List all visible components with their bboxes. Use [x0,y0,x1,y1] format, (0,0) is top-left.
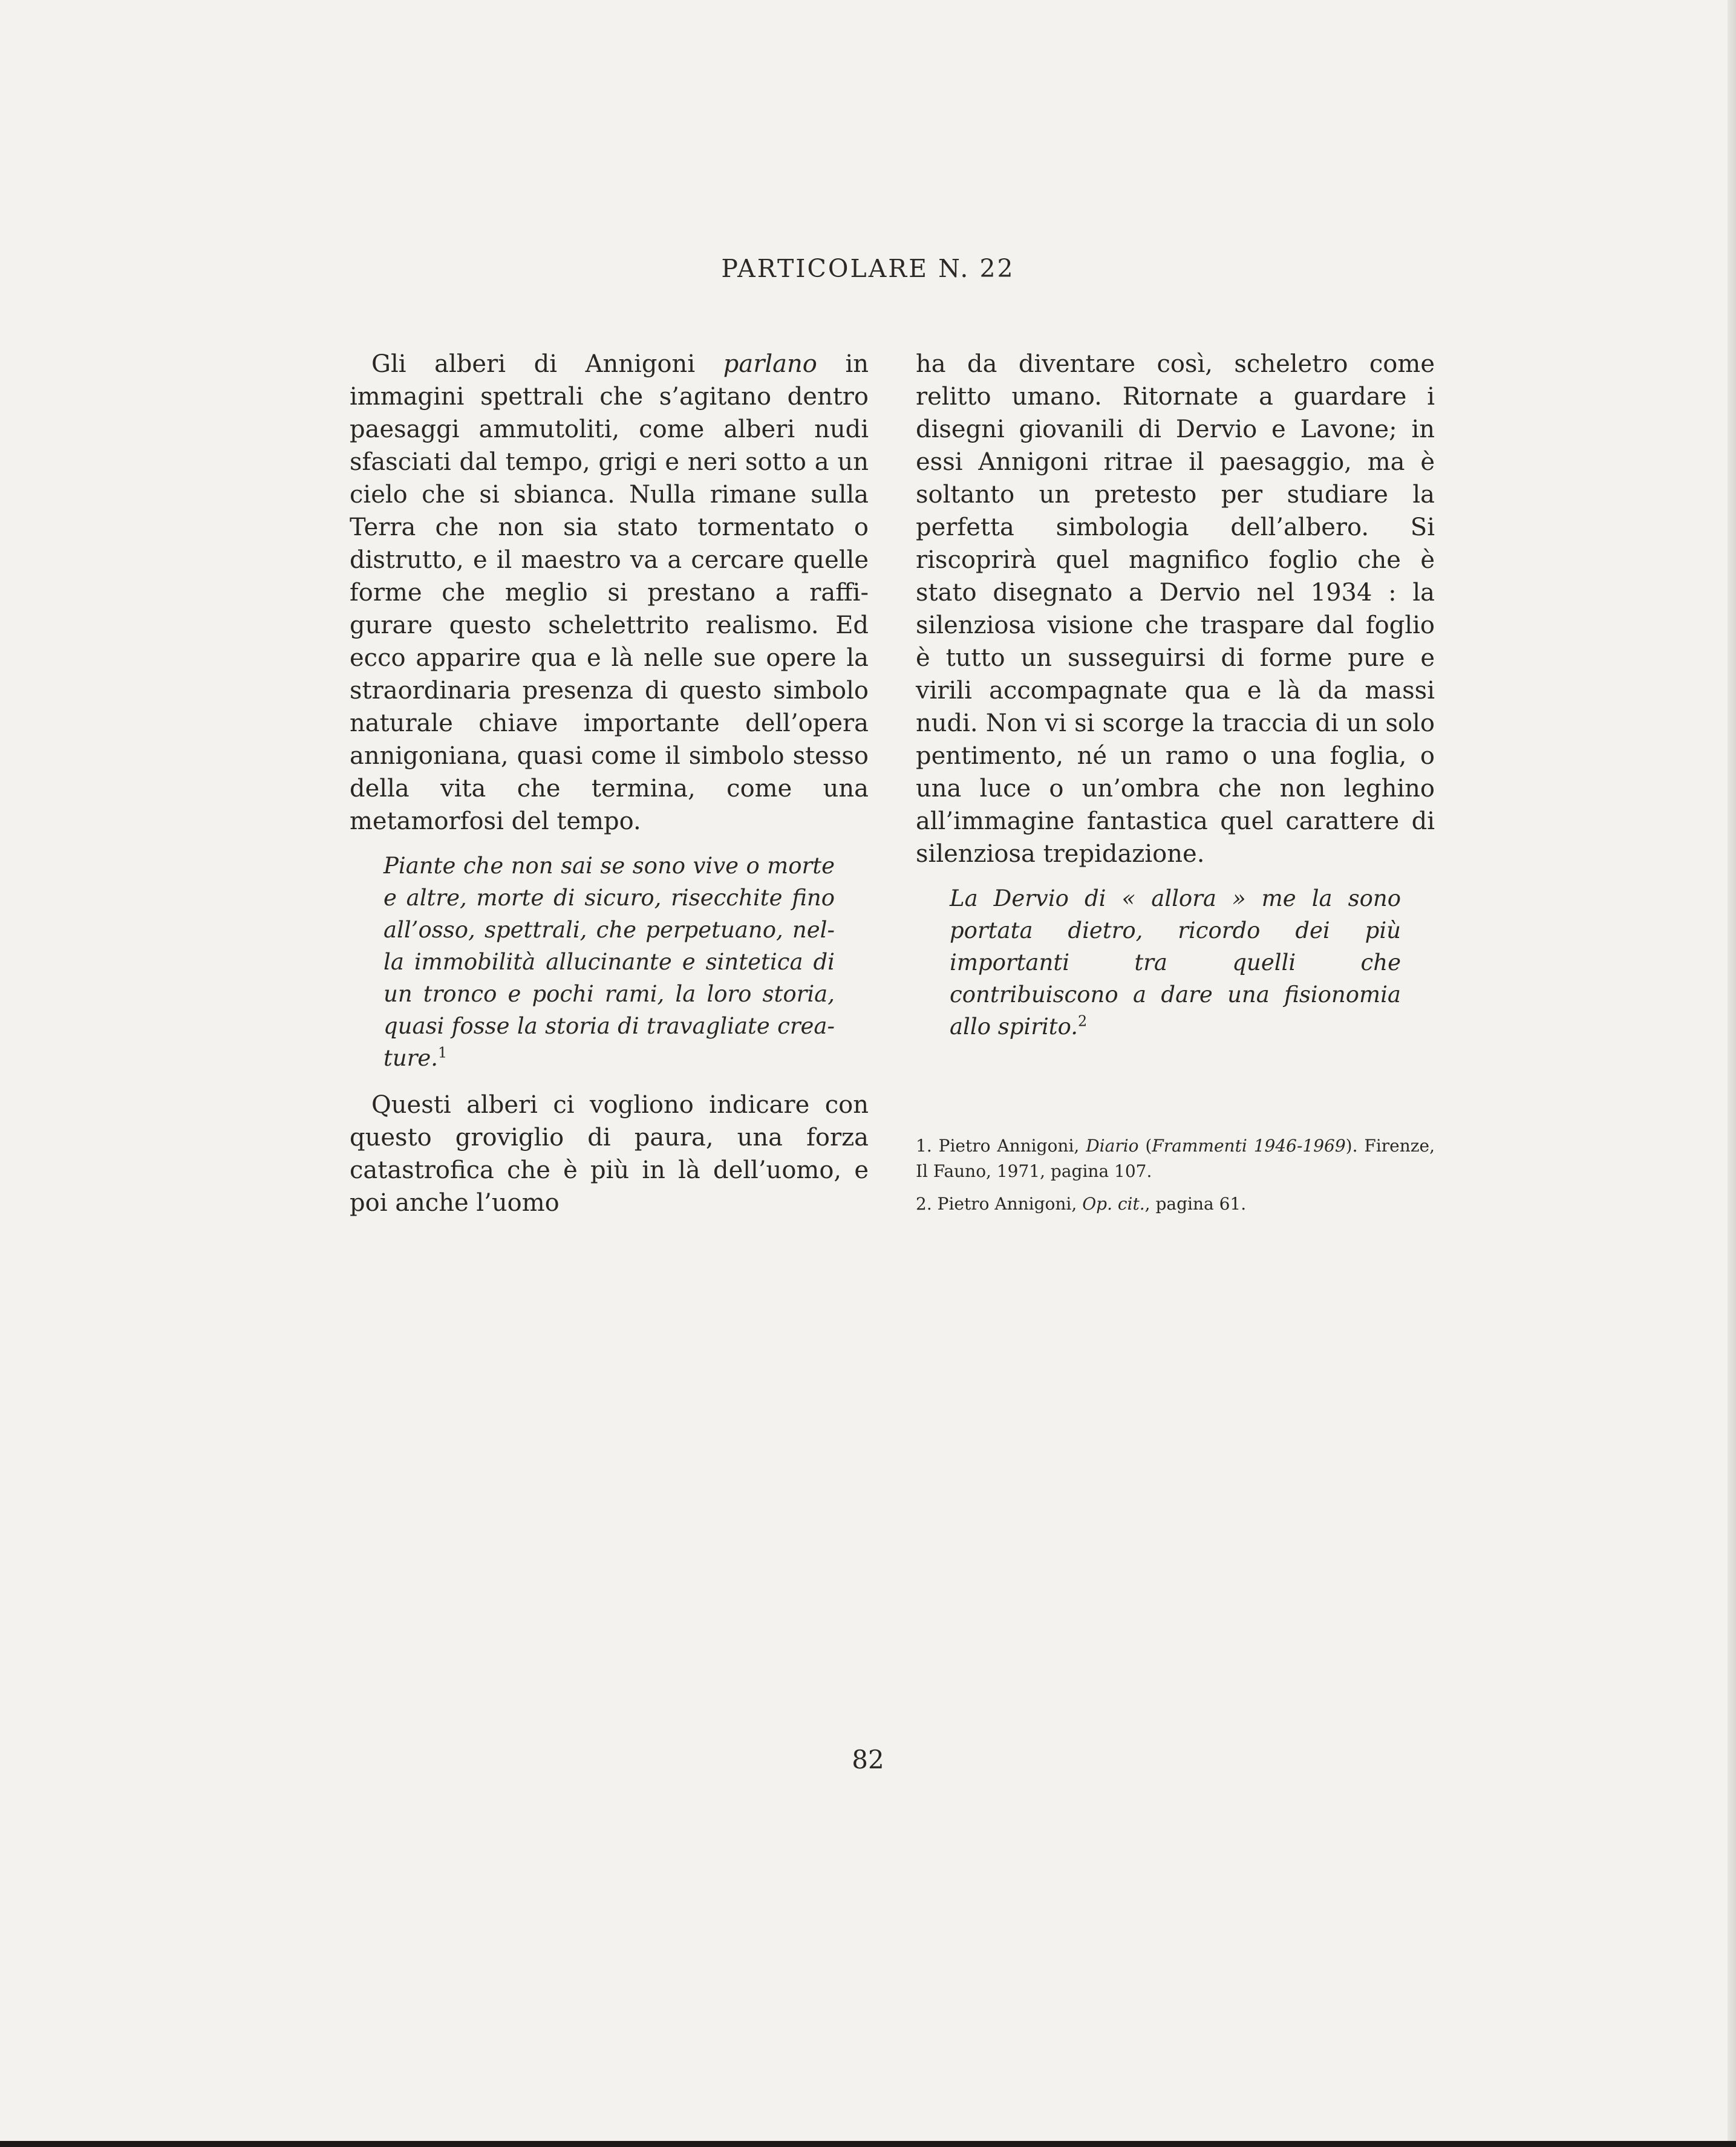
footnote-2 [916,1191,1435,1217]
text-run: Gli alberi di Annigoni [371,350,723,378]
book-title: Diario [1086,1136,1139,1156]
block-quote [383,850,835,1074]
footnotes [916,1133,1435,1217]
quote-text: La Dervio di « allora » me la sono portata dietro, ricordo dei più importanti tra quelli che contribuiscono a dare una fisionomia allo spirito. [950,885,1401,1040]
text-run: , pagina 61. [1144,1194,1247,1214]
body-paragraph: Questi alberi ci vogliono indicare con questo groviglio di paura, una forza catastrofica che è più in là dell’uomo, e poi anche l’uomo [350,1091,869,1217]
text-run: ). Firenze, Il Fauno, 1971, pagina 107. [916,1136,1435,1181]
page-title: PARTICOLARE N. 22 [721,254,1015,283]
body-paragraph: ha da diventare così, scheletro come relitto umano. Ritornate a guardare i disegni giovanili di Dervio e Lavone; in essi Annigoni ritrae il paesaggio, ma è soltanto un pretesto per studiare la perfetta simbologia dell’albero. Si riscoprirà quel magnifico foglio che è stato disegnato a Dervio nel 1934 : la silenziosa visione che traspare dal foglio è tutto un susseguirsi di forme pure e virili accompagnate qua e là da massi nudi. Non vi si scorge la traccia di un solo pentimento, né un ramo o una foglia, o una luce o un’ombra che non leghino all’immagine fantastica quel carattere di silenziosa trepidazione. [916,350,1435,868]
footnote-1 [916,1133,1435,1184]
text-run: 2. Pietro Annigoni, [916,1194,1083,1214]
footnote-ref: 1 [438,1044,448,1061]
text-run: 1. Pietro Annigoni, [916,1136,1086,1156]
citation-abbrev: Op. cit. [1082,1194,1145,1214]
text-run: in immagini spettrali che s’agitano dentro paesaggi ammutoliti, come alberi nudi sfasciati dal tempo, grigi e neri sotto a un cielo che si sbianca. Nulla rimane sulla Terra che non sia stato tormentato o distrutto, e il maestro va a cercare quelle forme che meglio si prestano a raffigurare questo schelettrito realismo. Ed ecco apparire qua e là nelle sue opere la straordinaria presenza di questo simbolo naturale chiave importante dell’opera annigoniana, quasi come il simbolo stesso della vita che termina, come una metamorfosi del tempo. [350,350,869,835]
book-subtitle: Frammenti 1946-1969 [1152,1136,1346,1156]
page-edge [1728,0,1736,2147]
emphasis: parlano [723,350,817,378]
footnote-ref: 2 [1078,1012,1088,1030]
body-paragraph [350,348,869,838]
text-run: ( [1138,1136,1152,1156]
block-quote [950,882,1401,1043]
quote-text: Piante che non sai se sono vive o morte e altre, morte di sicuro, risecchite fino all’osso, spettrali, che perpetuano, nella immobilità allucinante e sintetica di un tronco e pochi rami, la loro storia, quasi fosse la storia di travagliate creature. [383,853,835,1071]
page-number: 82 [852,1745,884,1774]
scan-border [0,2141,1736,2147]
right-column [916,348,1435,1224]
left-column [350,348,869,1219]
